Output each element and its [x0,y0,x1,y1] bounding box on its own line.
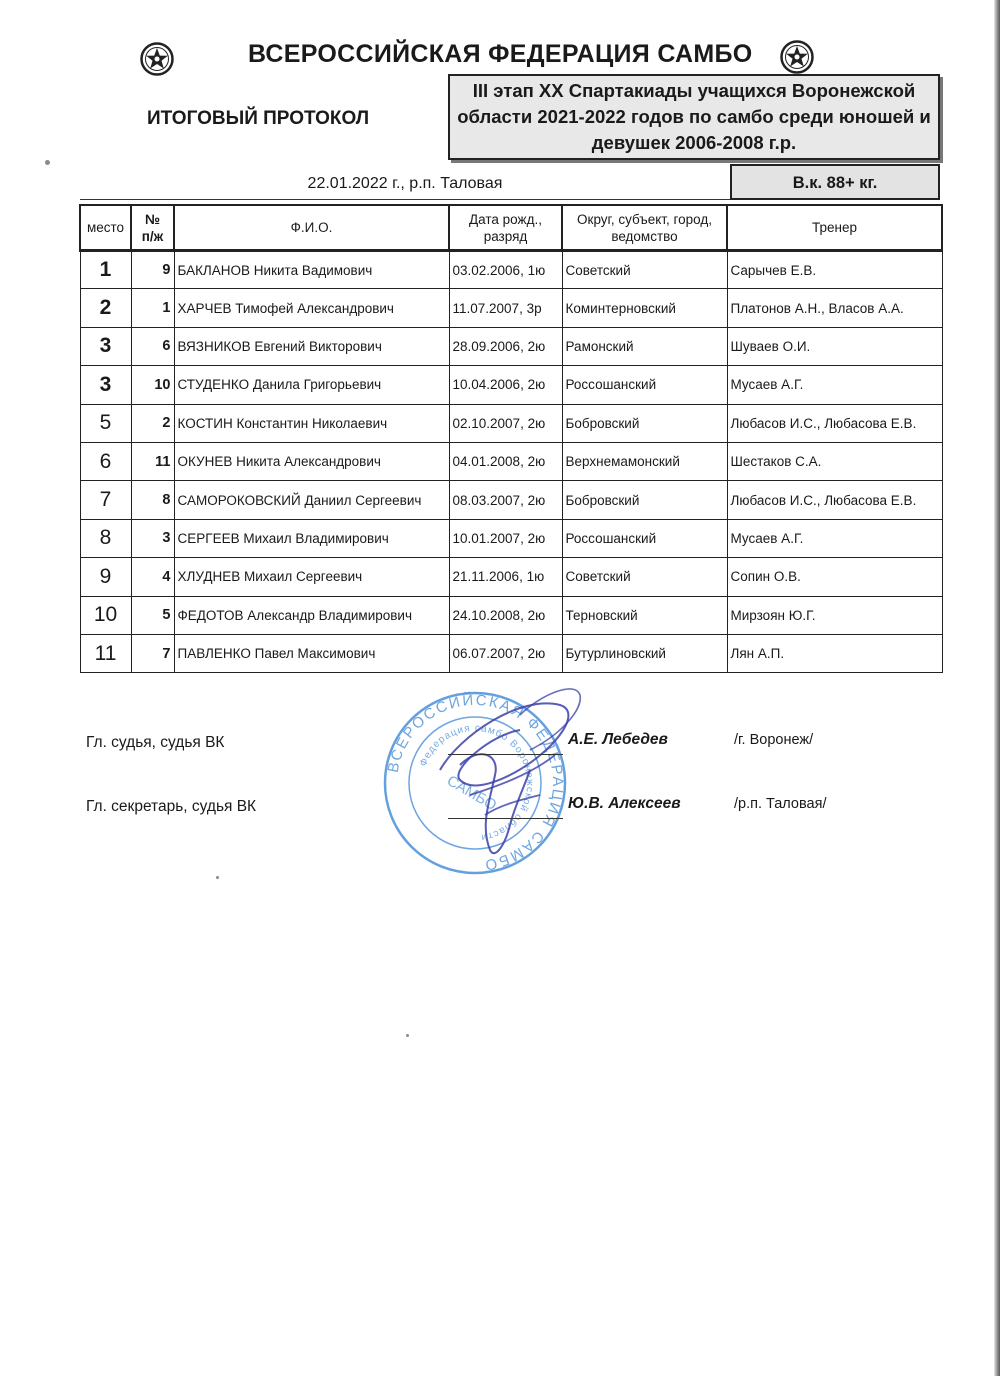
event-title-line: области 2021-2022 годов по самбо среди юношей и [457,106,931,127]
chief-secretary-signature-line [448,818,563,819]
cell-region: Коминтерновский [562,289,727,327]
header-name: Ф.И.О. [174,205,449,251]
cell-number: 4 [131,558,174,596]
protocol-title: ИТОГОВЫЙ ПРОТОКОЛ [147,108,370,129]
results-table [79,204,943,673]
cell-number: 3 [131,519,174,557]
table-row [80,327,942,365]
cell-coach: Любасов И.С., Любасова Е.В. [727,404,942,442]
cell-name: ПАВЛЕНКО Павел Максимович [174,634,449,672]
table-row [80,404,942,442]
table-row [80,596,942,634]
cell-number: 7 [131,634,174,672]
cell-name: ОКУНЕВ Никита Александрович [174,442,449,480]
event-title-line: III этап XX Спартакиады учащихся Воронежской [472,80,916,101]
cell-region: Россошанский [562,366,727,404]
cell-dob: 10.01.2007, 2ю [449,519,562,557]
header-place: место [80,205,131,251]
cell-name: САМОРОКОВСКИЙ Даниил Сергеевич [174,481,449,519]
cell-dob: 03.02.2006, 1ю [449,251,562,289]
table-header-row [80,205,942,251]
cell-name: СТУДЕНКО Данила Григорьевич [174,366,449,404]
table-row [80,634,942,672]
header-number-line1: № [144,211,161,227]
cell-dob: 04.01.2008, 2ю [449,442,562,480]
cell-place: 10 [80,596,131,634]
cell-name: ХАРЧЕВ Тимофей Александрович [174,289,449,327]
header-number [131,205,174,251]
cell-place: 11 [80,634,131,672]
header-number-line2: п/ж [141,228,164,244]
table-row [80,366,942,404]
cell-coach: Мирзоян Ю.Г. [727,596,942,634]
cell-name: БАКЛАНОВ Никита Вадимович [174,251,449,289]
sambo-emblem-icon [780,40,814,74]
handwritten-signature [400,675,590,865]
cell-region: Рамонский [562,327,727,365]
svg-text:ВСЕРОССИЙСКАЯ ФЕДЕРАЦИЯ САМБО: ВСЕРОССИЙСКАЯ ФЕДЕРАЦИЯ САМБО [384,691,567,874]
cell-number: 6 [131,327,174,365]
header-coach: Тренер [727,205,942,251]
table-row [80,442,942,480]
scan-speck [45,160,50,165]
cell-coach: Любасов И.С., Любасова Е.В. [727,481,942,519]
cell-dob: 02.10.2007, 2ю [449,404,562,442]
cell-place: 8 [80,519,131,557]
cell-region: Верхнемамонский [562,442,727,480]
header-dob-line1: Дата рожд., [469,211,542,227]
scan-speck [406,1034,409,1037]
cell-name: СЕРГЕЕВ Михаил Владимирович [174,519,449,557]
table-row [80,519,942,557]
header-region-line1: Округ, субъект, город, [577,211,712,227]
table-row [80,481,942,519]
cell-number: 5 [131,596,174,634]
chief-secretary-city: /р.п. Таловая/ [734,796,827,812]
cell-dob: 08.03.2007, 2ю [449,481,562,519]
chief-judge-role: Гл. судья, судья ВК [86,734,225,751]
cell-place: 3 [80,327,131,365]
cell-place: 7 [80,481,131,519]
cell-name: ВЯЗНИКОВ Евгений Викторович [174,327,449,365]
cell-place: 3 [80,366,131,404]
cell-name: КОСТИН Константин Николаевич [174,404,449,442]
cell-region: Терновский [562,596,727,634]
cell-dob: 06.07.2007, 2ю [449,634,562,672]
cell-coach: Лян А.П. [727,634,942,672]
cell-dob: 24.10.2008, 2ю [449,596,562,634]
cell-place: 2 [80,289,131,327]
svg-text:САМБО: САМБО [443,772,500,815]
organization-title: ВСЕРОССИЙСКАЯ ФЕДЕРАЦИЯ САМБО [248,40,753,68]
table-row [80,289,942,327]
event-title-box [448,74,940,160]
cell-place: 1 [80,251,131,289]
cell-coach: Платонов А.Н., Власов А.А. [727,289,942,327]
date-place: 22.01.2022 г., р.п. Таловая [80,168,730,200]
table-row [80,558,942,596]
header-dob [449,205,562,251]
cell-number: 9 [131,251,174,289]
header-dob-line2: разряд [483,228,528,244]
cell-coach: Мусаев А.Г. [727,366,942,404]
cell-number: 2 [131,404,174,442]
cell-number: 8 [131,481,174,519]
chief-secretary-role: Гл. секретарь, судья ВК [86,798,257,815]
cell-coach: Шуваев О.И. [727,327,942,365]
header-region-line2: ведомство [611,228,678,244]
cell-coach: Шестаков С.А. [727,442,942,480]
weight-class: В.к. 88+ кг. [730,164,940,200]
cell-dob: 11.07.2007, 3р [449,289,562,327]
event-title-line: девушек 2006-2008 г.р. [591,132,797,153]
cell-region: Бобровский [562,404,727,442]
cell-dob: 10.04.2006, 2ю [449,366,562,404]
header-region [562,205,727,251]
cell-number: 10 [131,366,174,404]
cell-name: ХЛУДНЕВ Михаил Сергеевич [174,558,449,596]
cell-region: Советский [562,558,727,596]
cell-region: Бутурлиновский [562,634,727,672]
sambo-emblem-icon [140,42,174,76]
scan-speck [216,876,219,879]
cell-dob: 21.11.2006, 1ю [449,558,562,596]
scan-edge [994,0,1000,1376]
chief-judge-city: /г. Воронеж/ [734,732,814,748]
chief-judge-name: А.Е. Лебедев [568,731,668,748]
table-row [80,251,942,289]
cell-region: Бобровский [562,481,727,519]
cell-coach: Мусаев А.Г. [727,519,942,557]
chief-judge-signature-line [448,754,563,755]
cell-dob: 28.09.2006, 2ю [449,327,562,365]
cell-place: 9 [80,558,131,596]
cell-place: 6 [80,442,131,480]
cell-coach: Сарычев Е.В. [727,251,942,289]
cell-name: ФЕДОТОВ Александр Владимирович [174,596,449,634]
chief-secretary-name: Ю.В. Алексеев [568,795,681,812]
svg-text:Федерация самбо Воронежской об: Федерация самбо Воронежской области [417,722,536,843]
cell-region: Россошанский [562,519,727,557]
cell-number: 1 [131,289,174,327]
cell-number: 11 [131,442,174,480]
cell-place: 5 [80,404,131,442]
cell-region: Советский [562,251,727,289]
cell-coach: Сопин О.В. [727,558,942,596]
